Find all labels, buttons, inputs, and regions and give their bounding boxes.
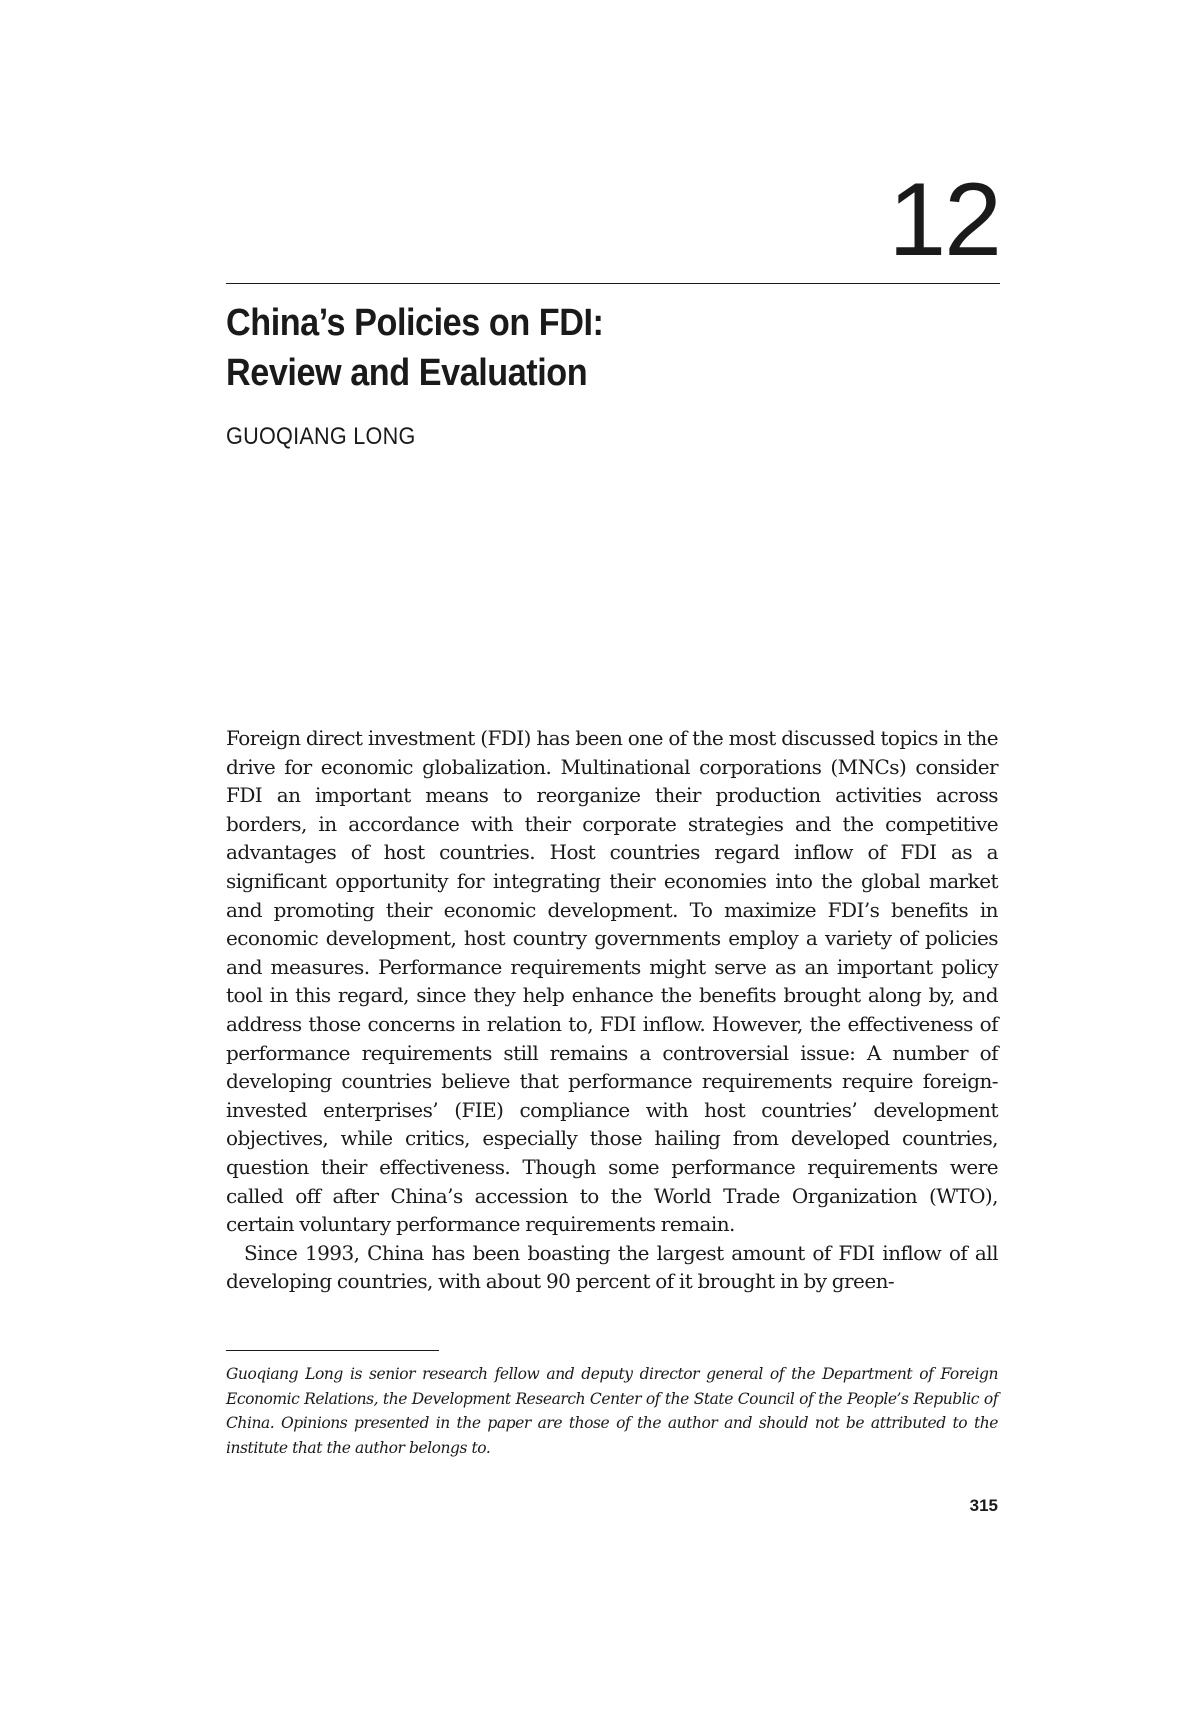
chapter-title	[226, 298, 923, 398]
footnote-rule	[226, 1350, 439, 1351]
body-paragraph-2: Since 1993, China has been boasting the largest amount of FDI inflow of all developing countries, with about 90 percent of it brought in by green-	[226, 1240, 998, 1294]
chapter-title-line-1: China’s Policies on FDI:	[226, 302, 604, 344]
author-footnote: Guoqiang Long is senior research fellow and deputy director general of the Department of Foreign Economic Relations, the Development Research Center of the State Council of the People’s Republic of China. Opinions presented in the paper are those of the author and should not be attributed to the institute that the author belongs to.	[226, 1365, 998, 1457]
chapter-number: 12	[888, 162, 1000, 278]
chapter-rule	[226, 283, 1000, 284]
body-paragraph-1: Foreign direct investment (FDI) has been one of the most discussed topics in the drive for economic globalization. Multinational corporations (MNCs) consider FDI an important means to reorganize their production activities across borders, in accordance with their corporate strategies and the competitive advantages of host countries. Host countries regard inflow of FDI as a significant opportunity for integrating their economies into the global market and promoting their economic development. To maximize FDI’s benefits in economic development, host country governments employ a variety of policies and measures. Performance requirements might serve as an important policy tool in this regard, since they help enhance the benefits brought along by, and address those concerns in relation to, FDI inflow. However, the effectiveness of performance requirements still remains a controversial issue: A number of developing countries believe that performance requirements require foreign-invested enterprises’ (FIE) compliance with host countries’ development objectives, while critics, especially those hailing from developed countries, question their effectiveness. Though some performance requirements were called off after China’s accession to the World Trade Organization (WTO), certain voluntary performance requirements remain.	[226, 726, 998, 1237]
body-text	[226, 724, 998, 1296]
chapter-title-line-2: Review and Evaluation	[226, 352, 588, 394]
author-name: GUOQIANG LONG	[226, 423, 416, 450]
page-number: 315	[969, 1496, 998, 1515]
